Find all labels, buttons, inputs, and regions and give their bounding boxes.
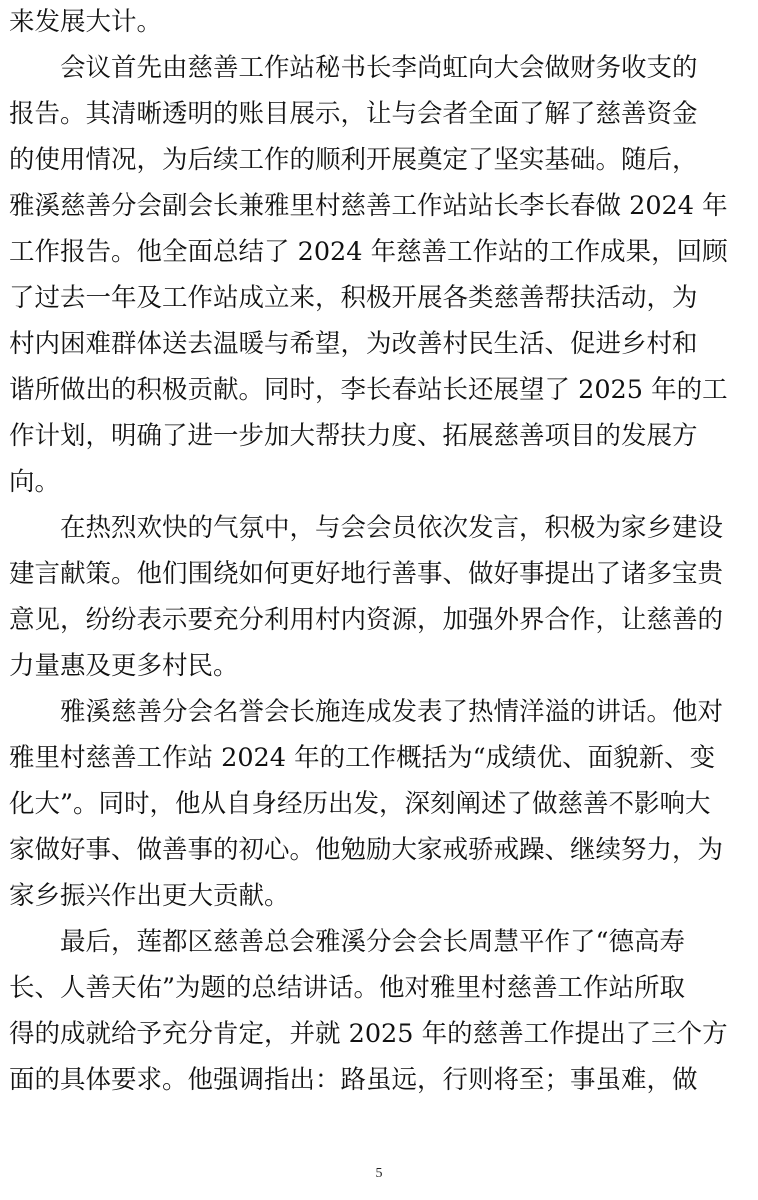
- text-line: 最后，莲都区慈善总会雅溪分会会长周慧平作了“德高寿: [9, 927, 686, 957]
- text-line: 雅里村慈善工作站 2024 年的工作概括为“成绩优、面貌新、变: [9, 743, 716, 773]
- text-line: 力量惠及更多村民。: [9, 651, 239, 681]
- text-line: 会议首先由慈善工作站秘书长李尚虹向大会做财务收支的: [9, 53, 698, 83]
- text-line: 化大”。同时，他从自身经历出发，深刻阐述了做慈善不影响大: [9, 789, 711, 819]
- text-line: 家乡振兴作出更大贡献。: [9, 881, 290, 911]
- text-line: 报告。其清晰透明的账目展示，让与会者全面了解了慈善资金: [9, 99, 698, 129]
- text-line: 来发展大计。: [9, 7, 163, 37]
- text-line: 作计划，明确了进一步加大帮扶力度、拓展慈善项目的发展方: [9, 421, 698, 451]
- text-line: 谐所做出的积极贡献。同时，李长春站长还展望了 2025 年的工: [9, 375, 728, 405]
- page-number: 5: [375, 1166, 383, 1181]
- text-line: 家做好事、做善事的初心。他勉励大家戒骄戒躁、继续努力，为: [9, 835, 724, 865]
- text-line: 面的具体要求。他强调指出：路虽远，行则将至；事虽难，做: [9, 1065, 698, 1095]
- text-line: 向。: [9, 467, 61, 497]
- text-line: 建言献策。他们围绕如何更好地行善事、做好事提出了诸多宝贵: [9, 559, 724, 589]
- document-body: [9, 0, 754, 1103]
- text-line: 了过去一年及工作站成立来，积极开展各类慈善帮扶活动，为: [9, 283, 698, 313]
- text-line: 雅溪慈善分会名誉会长施连成发表了热情洋溢的讲话。他对: [9, 697, 724, 727]
- text-line: 雅溪慈善分会副会长兼雅里村慈善工作站站长李长春做 2024 年: [9, 191, 728, 221]
- text-line: 得的成就给予充分肯定，并就 2025 年的慈善工作提出了三个方: [9, 1019, 728, 1049]
- text-line: 村内困难群体送去温暖与希望，为改善村民生活、促进乡村和: [9, 329, 698, 359]
- text-line: 工作报告。他全面总结了 2024 年慈善工作站的工作成果，回顾: [9, 237, 728, 267]
- text-line: 的使用情况，为后续工作的顺利开展奠定了坚实基础。随后，: [9, 145, 698, 175]
- text-line: 意见，纷纷表示要充分利用村内资源，加强外界合作，让慈善的: [9, 605, 724, 635]
- text-line: 长、人善天佑”为题的总结讲话。他对雅里村慈善工作站所取: [9, 973, 686, 1003]
- text-line: 在热烈欢快的气氛中，与会会员依次发言，积极为家乡建设: [9, 513, 724, 543]
